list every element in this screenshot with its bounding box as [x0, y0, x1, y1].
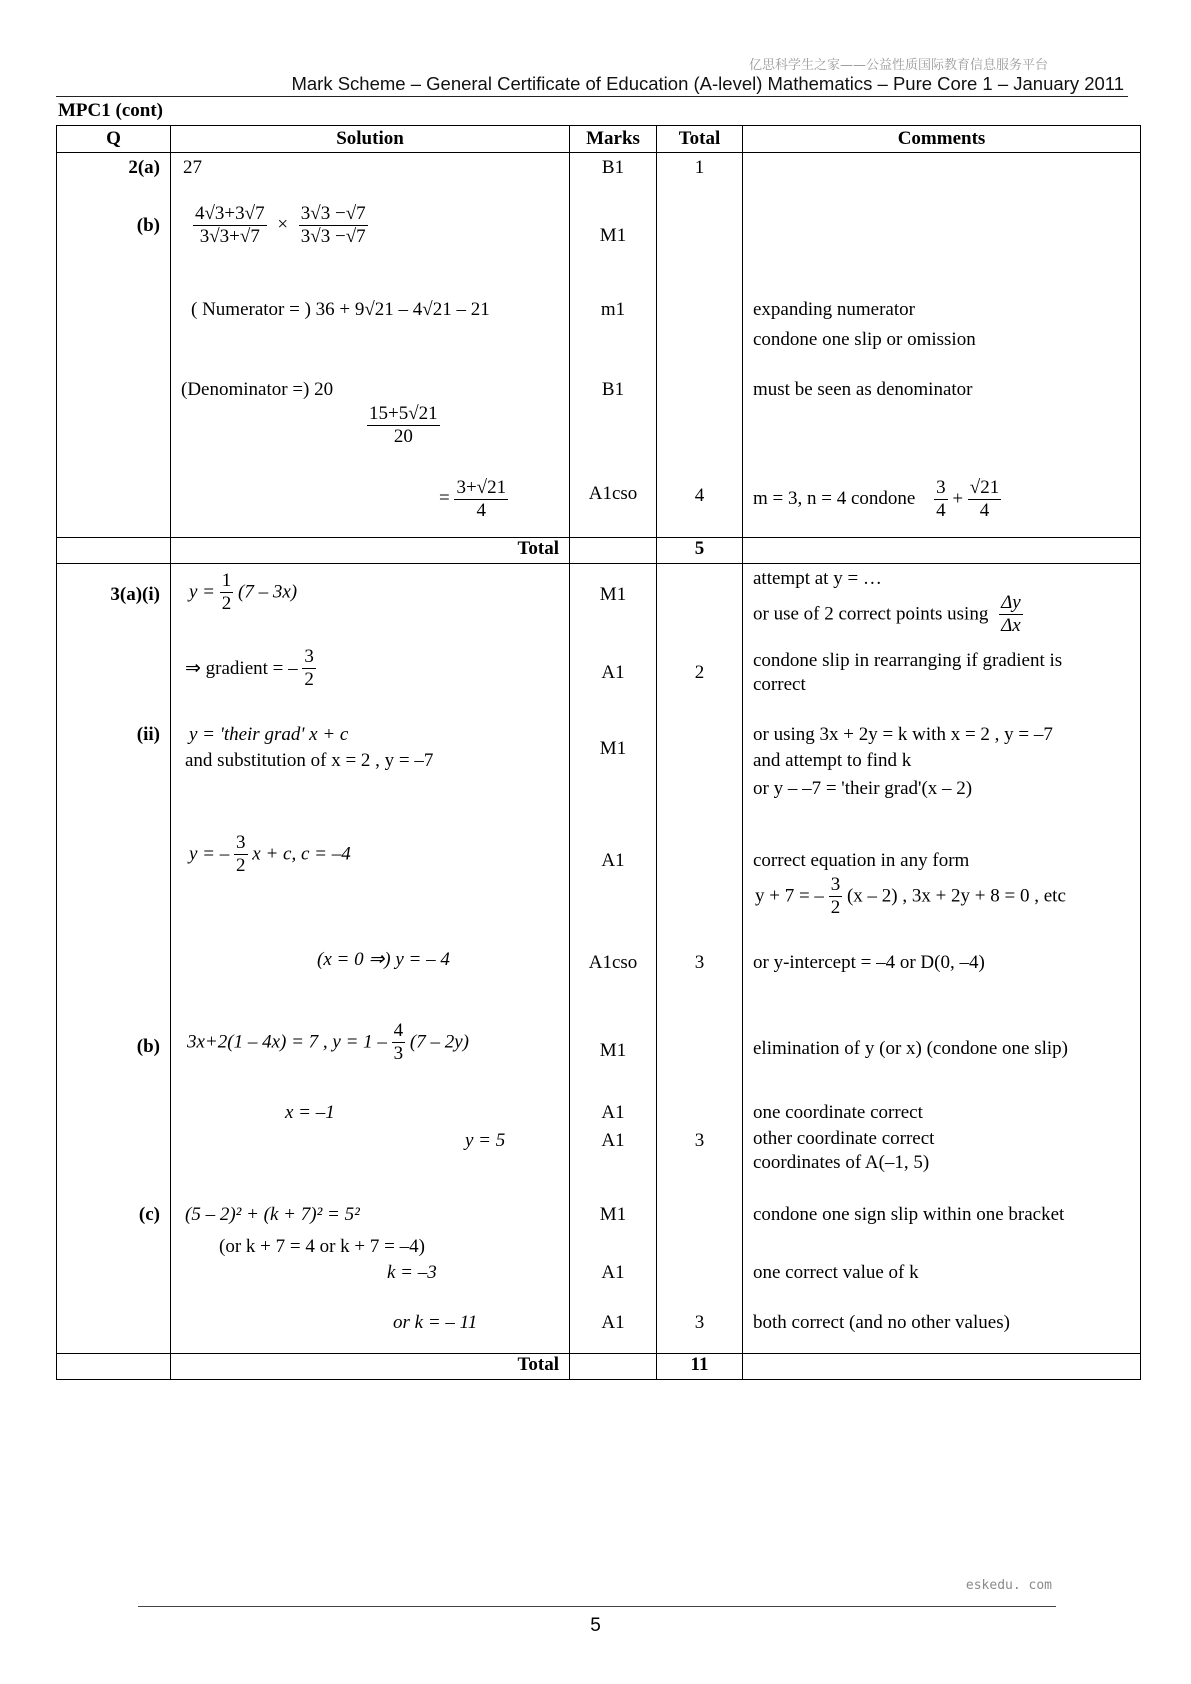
q3-comments-cell [743, 564, 1141, 1354]
q3c-label: (c) [138, 1204, 160, 1225]
q3ai-line1-pre: y = [189, 581, 216, 603]
q3b-comment-2: one coordinate correct [753, 1102, 923, 1123]
q3aii-line3-pre: y = – [189, 843, 230, 865]
equals-sign: = [439, 487, 450, 509]
q3c-total: 3 [694, 1312, 705, 1333]
q2b-mark-1: M1 [599, 225, 627, 246]
q3ai-comment-4: correct [753, 674, 806, 695]
q3aii-mark-2: A1 [601, 850, 625, 871]
q3b-f-den: 3 [393, 1042, 404, 1064]
q3ai-half-den: 2 [221, 592, 232, 614]
q2a-mark: B1 [601, 157, 625, 178]
q2-total-row [57, 538, 1141, 564]
delta-x: Δx [1001, 614, 1021, 636]
mark-scheme-table [56, 125, 1141, 1380]
q3b-comment-4: coordinates of A(–1, 5) [753, 1152, 930, 1173]
q2-marks-cell [570, 153, 657, 538]
q2b-total: 4 [694, 485, 705, 506]
q3ai-mark-1: M1 [599, 584, 627, 605]
q3c-comment-3: both correct (and no other values) [753, 1312, 1010, 1333]
q2-den-mark: B1 [601, 379, 625, 400]
q2-total-empty [57, 538, 171, 564]
q3b-mark-3: A1 [601, 1130, 625, 1151]
condone-frac1-den: 4 [936, 499, 946, 521]
q3aii-comment-5 [755, 874, 1066, 919]
q3b-label: (b) [136, 1036, 160, 1057]
q3ai-grad-num: 3 [304, 646, 314, 667]
q3b-line-2: x = –1 [285, 1102, 335, 1123]
q2-total-comments-empty [743, 538, 1141, 564]
q3-total-value: 11 [657, 1354, 743, 1380]
q3aii-mark-3: A1cso [588, 952, 638, 973]
delta-y: Δy [1001, 592, 1021, 613]
q3aii-comment-6: or y-intercept = –4 or D(0, –4) [753, 952, 985, 973]
q3ai-line1-post: (7 – 3x) [238, 581, 298, 603]
col-comments-header: Comments [743, 126, 1141, 153]
q2-den-comment: must be seen as denominator [753, 379, 973, 400]
q2-final-comment-text: m = 3, n = 4 condone [753, 488, 916, 510]
q3-total-marks-empty [570, 1354, 657, 1380]
q2-comments-cell [743, 153, 1141, 538]
q3ai-half-num: 1 [221, 570, 232, 591]
q3-total-empty [57, 1354, 171, 1380]
q2b-fraction-product [193, 203, 368, 248]
q2-final-mark: A1cso [588, 483, 638, 504]
q3-total-cell [657, 564, 743, 1354]
q2b-fraction-1 [193, 203, 267, 248]
q3ai-line-1 [189, 570, 297, 615]
q2-fraction-3 [367, 403, 440, 448]
q3-marks-cell [570, 564, 657, 1354]
q2b-label: (b) [136, 215, 160, 236]
plus-sign: + [952, 488, 964, 510]
q2a-solution: 27 [183, 157, 202, 178]
q2b-frac1-num: 4√3+3√7 [195, 203, 265, 224]
col-total-header: Total [657, 126, 743, 153]
q3b-mark-1: M1 [599, 1040, 627, 1061]
q2a-total: 1 [694, 157, 705, 178]
q3aii-line3-post: x + c, c = –4 [252, 843, 351, 865]
q3aii-comment5-post: (x – 2) , 3x + 2y + 8 = 0 , etc [846, 885, 1066, 907]
q3b-line1-pre: 3x+2(1 – 4x) = 7 , y = 1 – [187, 1031, 387, 1053]
q3-row [57, 564, 1141, 1354]
q2-denominator-line: (Denominator =) 20 [181, 379, 334, 400]
q3aii-comment5-pre: y + 7 = – [755, 885, 824, 907]
q3aii-f-den: 2 [236, 854, 246, 876]
q2b-frac2-den: 3√3 −√7 [300, 225, 366, 247]
q3c-line-2: (or k + 7 = 4 or k + 7 = –4) [219, 1236, 425, 1257]
q3ai-line-2 [185, 646, 316, 691]
col-q-header: Q [57, 126, 171, 153]
q2-final-num: 3+√21 [456, 477, 507, 498]
q3aii-c5-den: 2 [830, 896, 841, 918]
q3aii-total: 3 [694, 952, 705, 973]
q2-final-den: 4 [476, 499, 487, 521]
q3b-total: 3 [694, 1130, 705, 1151]
q3ai-comment-3: condone slip in rearranging if gradient is [753, 650, 1063, 671]
q3-total-label: Total [171, 1354, 570, 1380]
footer-watermark: eskedu. com [965, 1578, 1052, 1593]
q3aii-mark-1: M1 [599, 738, 627, 759]
section-label: MPC1 (cont) [58, 100, 163, 121]
q2-solution-cell [171, 153, 570, 538]
q3aii-line-4: (x = 0 ⇒) y = – 4 [317, 949, 450, 970]
header-rule [56, 96, 1128, 97]
q2-num-comment-1: expanding numerator [753, 299, 915, 320]
q2b-frac1-den: 3√3+√7 [199, 225, 260, 247]
q3aii-line-3 [189, 832, 351, 877]
q3b-line-1 [187, 1020, 469, 1065]
q3c-mark-3: A1 [601, 1312, 625, 1333]
q3ai-line2-pre: ⇒ gradient = – [185, 657, 298, 679]
q2-total-label: Total [171, 538, 570, 564]
q3b-comment-3: other coordinate correct [753, 1128, 935, 1149]
condone-frac2-num: √21 [969, 477, 1000, 498]
q2a-label: 2(a) [128, 157, 160, 178]
q3ai-comment-2 [753, 592, 1023, 637]
q3aii-comment-3: or y – –7 = 'their grad'(x – 2) [753, 778, 973, 799]
q3ai-comment-1: attempt at y = … [753, 568, 882, 589]
col-solution-header: Solution [171, 126, 570, 153]
q3-total-comments-empty [743, 1354, 1141, 1380]
q3-q-cell [57, 564, 171, 1354]
q3b-comment-1: elimination of y (or x) (condone one slip) [753, 1038, 1069, 1059]
q2-total-value: 5 [657, 538, 743, 564]
condone-frac1-num: 3 [936, 477, 946, 498]
q3aii-c5-num: 3 [830, 874, 841, 895]
q3ai-mark-2: A1 [601, 662, 625, 683]
footer-rule [138, 1606, 1056, 1607]
q2-final-answer [439, 477, 508, 522]
q2b-frac2-num: 3√3 −√7 [300, 203, 366, 224]
q2-frac3-num: 15+5√21 [369, 403, 438, 424]
q2-row [57, 153, 1141, 538]
q2-final-comment [753, 477, 1001, 522]
q3c-line-3: k = –3 [387, 1262, 437, 1283]
q3aii-label: (ii) [136, 724, 160, 745]
q3c-comment-1: condone one sign slip within one bracket [753, 1204, 1065, 1225]
q3aii-comment-2: and attempt to find k [753, 750, 912, 771]
q3c-mark-2: A1 [601, 1262, 625, 1283]
q2-total-marks-empty [570, 538, 657, 564]
q3aii-line-2: and substitution of x = 2 , y = –7 [185, 750, 434, 771]
q3-solution-cell [171, 564, 570, 1354]
q2-numerator-line: ( Numerator = ) 36 + 9√21 – 4√21 – 21 [191, 299, 490, 320]
q3aii-comment-4: correct equation in any form [753, 850, 970, 871]
times-sign: × [277, 213, 289, 235]
header-title: Mark Scheme – General Certificate of Education (A-level) Mathematics – Pure Core 1 – January 2011 [291, 73, 1124, 94]
condone-frac2-den: 4 [979, 499, 990, 521]
q2-num-comment-2: condone one slip or omission [753, 329, 976, 350]
q3b-line1-post: (7 – 2y) [409, 1031, 470, 1053]
q3ai-label: 3(a)(i) [110, 584, 160, 605]
page-number: 5 [590, 1615, 601, 1636]
q3ai-comment2-text: or use of 2 correct points using [753, 603, 989, 625]
q3b-f-num: 4 [393, 1020, 404, 1041]
q2-frac3-den: 20 [393, 425, 413, 447]
q3c-comment-2: one correct value of k [753, 1262, 919, 1283]
q3ai-total: 2 [694, 662, 705, 683]
q2-total-cell [657, 153, 743, 538]
q3b-mark-2: A1 [601, 1102, 625, 1123]
q3b-line-3: y = 5 [465, 1130, 506, 1151]
q2b-fraction-2 [299, 203, 368, 248]
q3aii-f-num: 3 [236, 832, 246, 853]
header-row [57, 126, 1141, 153]
q2-num-mark: m1 [600, 299, 626, 320]
q3aii-comment-1: or using 3x + 2y = k with x = 2 , y = –7 [753, 724, 1053, 745]
q2-q-cell [57, 153, 171, 538]
q3aii-line-1: y = 'their grad' x + c [189, 724, 349, 745]
watermark-top: 亿思科学生之家——公益性质国际教育信息服务平台 [748, 58, 1048, 73]
q3c-line-4: or k = – 11 [393, 1312, 478, 1333]
col-marks-header: Marks [570, 126, 657, 153]
q3-total-row [57, 1354, 1141, 1380]
q3ai-grad-den: 2 [304, 668, 314, 690]
q3c-line-1: (5 – 2)² + (k + 7)² = 5² [185, 1204, 360, 1225]
q3c-mark-1: M1 [599, 1204, 627, 1225]
